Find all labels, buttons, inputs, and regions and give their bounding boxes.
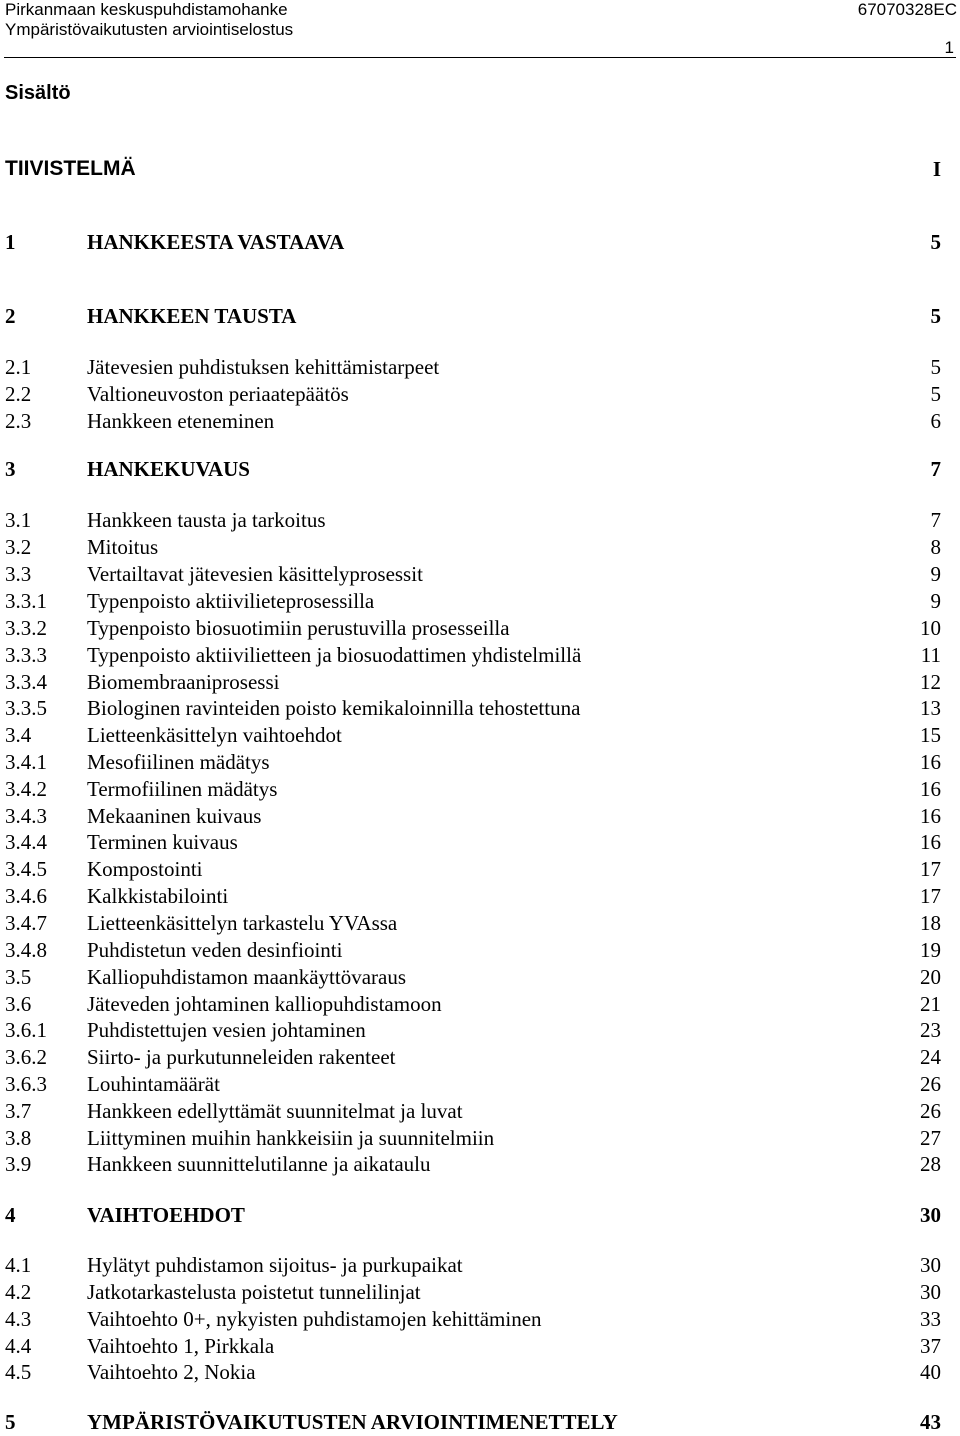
toc-entry-label: Kompostointi <box>87 857 203 881</box>
toc-entry-number: 3.4.7 <box>5 911 47 935</box>
header-report-title: Ympäristövaikutusten arviointiselostus <box>5 20 294 39</box>
toc-entry-page: 9 <box>930 589 941 613</box>
toc-entry-number: 2.2 <box>5 382 32 406</box>
toc-entry[interactable] <box>0 1125 960 1152</box>
toc-entry[interactable] <box>0 1044 960 1071</box>
toc-entry-label: Vaihtoehto 2, Nokia <box>87 1360 256 1384</box>
toc-entry-label: Typenpoisto aktiivilieteprosessilla <box>87 589 375 613</box>
toc-entry-label: Hankkeen eteneminen <box>87 409 275 433</box>
toc-entry-page: 33 <box>920 1307 941 1331</box>
toc-entry-label: HANKKEESTA VASTAAVA <box>87 230 345 254</box>
toc-entry-page: 13 <box>920 696 941 720</box>
toc-entry-page: 26 <box>920 1072 941 1096</box>
toc-entry-number: 3.8 <box>5 1126 32 1150</box>
toc-entry-page: 30 <box>920 1203 941 1227</box>
toc-entry-label: Vaihtoehto 1, Pirkkala <box>87 1334 275 1358</box>
toc-entry-page: 28 <box>920 1152 941 1176</box>
header-page-number: 1 <box>944 38 954 57</box>
toc-entry-page: 16 <box>920 750 941 774</box>
toc-entry-number: 3.3.2 <box>5 616 47 640</box>
toc-entry-label: Biomembraaniprosessi <box>87 670 280 694</box>
toc-entry-number: 3.4.2 <box>5 777 47 801</box>
toc-entry-number: 4.2 <box>5 1280 32 1304</box>
toc-entry-number: 3.5 <box>5 965 32 989</box>
toc-entry-page: 5 <box>930 355 941 379</box>
toc-entry-number: 4 <box>5 1203 16 1227</box>
toc-entry-number: 3.1 <box>5 508 32 532</box>
toc-entry-number: 4.4 <box>5 1334 32 1358</box>
toc-entry[interactable] <box>0 1202 960 1229</box>
toc-entry[interactable] <box>0 1306 960 1333</box>
toc-entry-label: Jäteveden johtaminen kalliopuhdistamoon <box>87 992 442 1016</box>
toc-entry-number: 3.9 <box>5 1152 32 1176</box>
toc-entry[interactable] <box>0 534 960 561</box>
toc-entry-number: 3.4 <box>5 723 32 747</box>
toc-entry-label: HANKKEEN TAUSTA <box>87 304 297 328</box>
toc-entry-page: 21 <box>920 992 941 1016</box>
toc-entry[interactable] <box>0 354 960 381</box>
toc-entry-number: 3.3 <box>5 562 32 586</box>
toc-entry-number: 3.6 <box>5 992 32 1016</box>
toc-entry-label: Typenpoisto aktiivilietteen ja biosuodattimen yhdistelmillä <box>87 643 582 667</box>
toc-entry[interactable] <box>0 803 960 830</box>
toc-entry-label: Vaihtoehto 0+, nykyisten puhdistamojen kehittäminen <box>87 1307 542 1331</box>
toc-entry-label: Puhdistetun veden desinfiointi <box>87 938 343 962</box>
toc-entry-number: 3.4.4 <box>5 830 47 854</box>
toc-entry-number: 2 <box>5 304 16 328</box>
toc-entry-number: 3.4.5 <box>5 857 47 881</box>
toc-summary-label: TIIVISTELMÄ <box>5 157 136 180</box>
toc-entry-number: 3 <box>5 457 16 481</box>
toc-entry-number: 3.3.4 <box>5 670 47 694</box>
toc-entry-page: 8 <box>930 535 941 559</box>
toc-entry[interactable] <box>0 1359 960 1386</box>
toc-entry-page: 20 <box>920 965 941 989</box>
toc-summary-page: I <box>932 157 941 181</box>
toc-entry-number: 4.3 <box>5 1307 32 1331</box>
toc-entry[interactable] <box>0 1071 960 1098</box>
toc-entry[interactable] <box>0 1333 960 1360</box>
toc-entry-number: 3.3.1 <box>5 589 47 613</box>
toc-entry-number: 3.4.6 <box>5 884 47 908</box>
toc-entry-label: Liittyminen muihin hankkeisiin ja suunnitelmiin <box>87 1126 495 1150</box>
toc-entry-page: 24 <box>920 1045 941 1069</box>
toc-entry-page: 12 <box>920 670 941 694</box>
toc-entry[interactable] <box>0 856 960 883</box>
toc-entry-number: 3.4.8 <box>5 938 47 962</box>
toc-entry[interactable] <box>0 1098 960 1125</box>
toc-entry-number: 5 <box>5 1410 16 1434</box>
toc-entry-label: Jätevesien puhdistuksen kehittämistarpeet <box>87 355 440 379</box>
toc-entry-label: Vertailtavat jätevesien käsittelyprosessit <box>87 562 423 586</box>
toc-entry[interactable] <box>0 408 960 435</box>
toc-entry[interactable] <box>0 883 960 910</box>
toc-entry-page: 40 <box>920 1360 941 1384</box>
toc-entry-label: Hylätyt puhdistamon sijoitus- ja purkupaikat <box>87 1253 463 1277</box>
toc-entry-label: YMPÄRISTÖVAIKUTUSTEN ARVIOINTIMENETTELY <box>87 1410 618 1434</box>
toc-entry-number: 3.3.5 <box>5 696 47 720</box>
toc-entry[interactable] <box>0 588 960 615</box>
toc-entry-page: 5 <box>930 304 941 328</box>
toc-entry[interactable] <box>0 991 960 1018</box>
toc-entry[interactable] <box>0 1252 960 1279</box>
toc-entry[interactable] <box>0 669 960 696</box>
toc-entry-number: 2.1 <box>5 355 32 379</box>
toc-entry-label: Biologinen ravinteiden poisto kemikaloinnilla tehostettuna <box>87 696 581 720</box>
toc-entry-label: Kalliopuhdistamon maankäyttövaraus <box>87 965 407 989</box>
toc-entry[interactable] <box>0 937 960 964</box>
toc-entry-label: Valtioneuvoston periaatepäätös <box>87 382 349 406</box>
toc-entry-page: 18 <box>920 911 941 935</box>
toc-entry[interactable] <box>0 507 960 534</box>
toc-entry-label: VAIHTOEHDOT <box>87 1203 245 1227</box>
toc-entry-label: Terminen kuivaus <box>87 830 238 854</box>
toc-entry-page: 6 <box>930 409 941 433</box>
toc-entry-number: 3.4.1 <box>5 750 47 774</box>
toc-entry-page: 43 <box>920 1410 941 1434</box>
toc-entry-label: Hankkeen edellyttämät suunnitelmat ja luvat <box>87 1099 463 1123</box>
toc-entry-page: 15 <box>920 723 941 747</box>
toc-entry[interactable] <box>0 749 960 776</box>
toc-entry-number: 3.3.3 <box>5 643 47 667</box>
toc-entry-number: 3.2 <box>5 535 32 559</box>
toc-entry-page: 7 <box>930 457 941 481</box>
toc-entry-label: Mesofiilinen mädätys <box>87 750 270 774</box>
toc-entry-page: 17 <box>920 857 941 881</box>
toc-entry-number: 4.1 <box>5 1253 32 1277</box>
toc-entry-number: 3.7 <box>5 1099 32 1123</box>
toc-entry[interactable] <box>0 381 960 408</box>
toc-entry[interactable] <box>0 964 960 991</box>
toc-entry-number: 3.6.2 <box>5 1045 47 1069</box>
toc-entry-label: Kalkkistabilointi <box>87 884 229 908</box>
toc-entry-label: Hankkeen tausta ja tarkoitus <box>87 508 326 532</box>
header-project-name: Pirkanmaan keskuspuhdistamohanke <box>5 0 288 19</box>
toc-entry-page: 16 <box>920 777 941 801</box>
toc-entry-page: 5 <box>930 382 941 406</box>
toc-entry-page: 16 <box>920 830 941 854</box>
toc-entry[interactable] <box>0 722 960 749</box>
toc-entry-label: Mekaaninen kuivaus <box>87 804 262 828</box>
toc-entry[interactable] <box>0 910 960 937</box>
header-document-code: 67070328EC <box>857 0 957 19</box>
toc-entry-label: Louhintamäärät <box>87 1072 220 1096</box>
toc-entry[interactable] <box>0 1409 960 1436</box>
toc-entry-page: 16 <box>920 804 941 828</box>
toc-entry-page: 37 <box>920 1334 941 1358</box>
toc-entry[interactable] <box>0 1151 960 1178</box>
toc-entry-page: 17 <box>920 884 941 908</box>
toc-entry-number: 3.6.1 <box>5 1018 47 1042</box>
toc-entry-page: 27 <box>920 1126 941 1150</box>
toc-entry-page: 23 <box>920 1018 941 1042</box>
toc-entry-label: Siirto- ja purkutunneleiden rakenteet <box>87 1045 396 1069</box>
toc-entry-label: Jatkotarkastelusta poistetut tunnelilinjat <box>87 1280 421 1304</box>
toc-entry-page: 9 <box>930 562 941 586</box>
toc-entry[interactable] <box>0 1017 960 1044</box>
toc-entry-number: 3.6.3 <box>5 1072 47 1096</box>
toc-entry-label: Puhdistettujen vesien johtaminen <box>87 1018 366 1042</box>
toc-entry-number: 2.3 <box>5 409 32 433</box>
toc-entry[interactable] <box>0 561 960 588</box>
toc-entry-label: Mitoitus <box>87 535 159 559</box>
toc-entry-page: 11 <box>920 643 941 667</box>
toc-entry[interactable] <box>0 229 960 256</box>
toc-entry-number: 1 <box>5 230 16 254</box>
toc-entry-label: Lietteenkäsittelyn vaihtoehdot <box>87 723 342 747</box>
toc-entry-label: Termofiilinen mädätys <box>87 777 278 801</box>
toc-entry-page: 19 <box>920 938 941 962</box>
toc-entry[interactable] <box>0 1279 960 1306</box>
toc-entry[interactable] <box>0 829 960 856</box>
toc-entry-label: Lietteenkäsittelyn tarkastelu YVAssa <box>87 911 398 935</box>
toc-entry-page: 26 <box>920 1099 941 1123</box>
toc-entry[interactable] <box>0 695 960 722</box>
toc-entry-number: 4.5 <box>5 1360 32 1384</box>
toc-entry[interactable] <box>0 642 960 669</box>
toc-entry[interactable] <box>0 615 960 642</box>
toc-entry-page: 10 <box>920 616 941 640</box>
toc-entry-label: Hankkeen suunnittelutilanne ja aikataulu <box>87 1152 431 1176</box>
toc-entry-number: 3.4.3 <box>5 804 47 828</box>
toc-entry-label: Typenpoisto biosuotimiin perustuvilla prosesseilla <box>87 616 510 640</box>
toc-entry[interactable] <box>0 776 960 803</box>
toc-entry-label: HANKEKUVAUS <box>87 457 250 481</box>
toc-entry-page: 30 <box>920 1253 941 1277</box>
toc-entry-page: 30 <box>920 1280 941 1304</box>
toc-entry[interactable] <box>0 303 960 330</box>
toc-entry-page: 5 <box>930 230 941 254</box>
toc-entry[interactable] <box>0 456 960 483</box>
toc-title: Sisältö <box>5 82 71 104</box>
toc-entry-page: 7 <box>930 508 941 532</box>
